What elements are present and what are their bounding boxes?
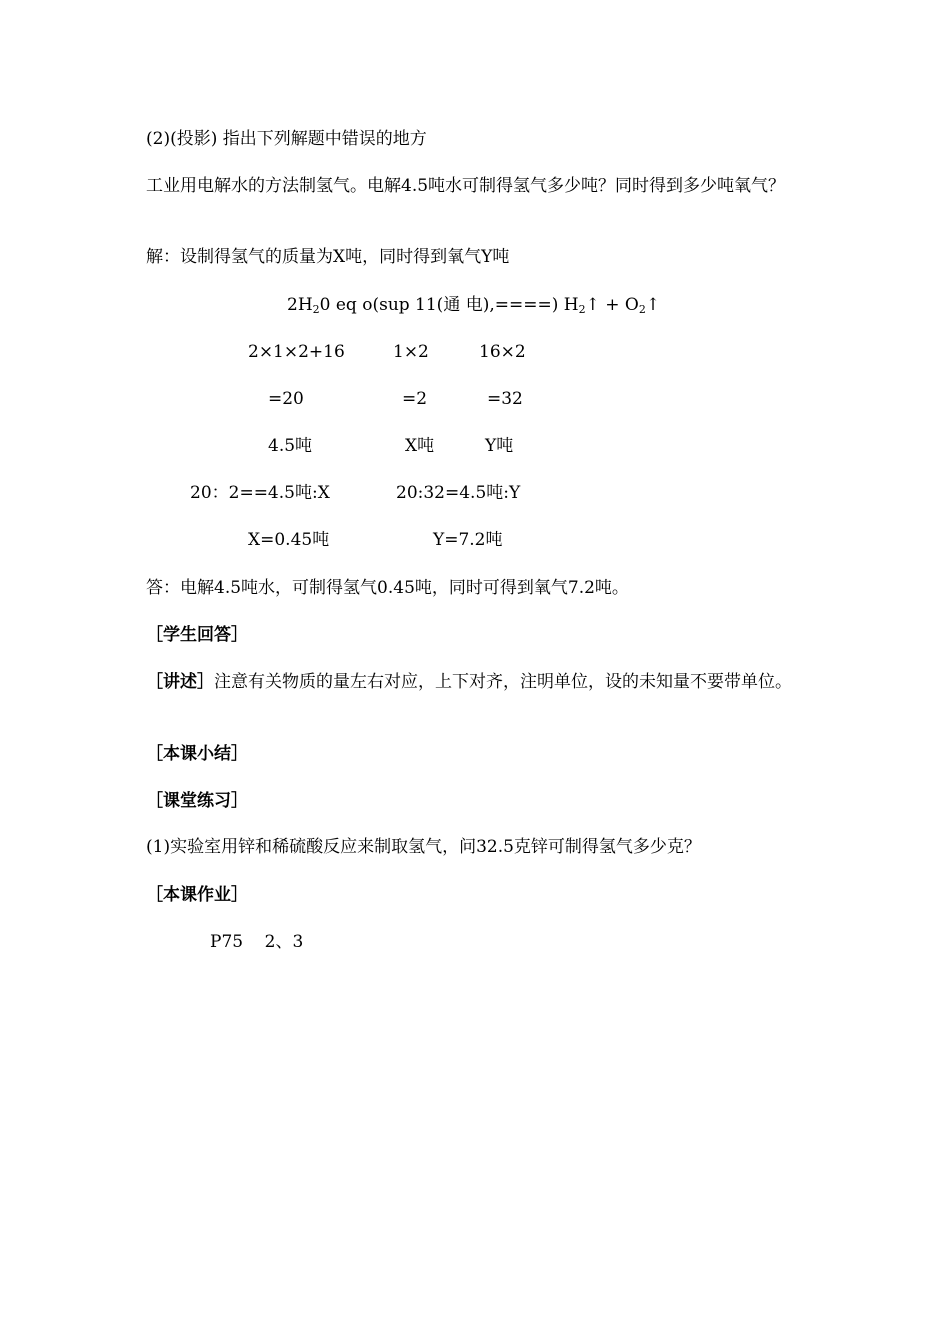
eq-h2-sub: 2 [578, 303, 586, 316]
calc-cell: Y吨 [485, 436, 514, 456]
eq-arrow: ↑ [645, 295, 661, 315]
lecture-text: 注意有关物质的量左右对应，上下对齐，注明单位，设的未知量不要带单位。 [214, 672, 792, 692]
homework-heading: ［本课作业］ [146, 885, 248, 905]
calc-cell: Y=7.2吨 [433, 530, 503, 550]
calc-cell: 2×1×2+16 [248, 342, 345, 362]
calc-cell: 20:32=4.5吨:Y [396, 483, 521, 503]
calc-cell: X吨 [405, 436, 435, 456]
lecture-paragraph [146, 670, 816, 694]
exercise-heading: ［课堂练习］ [146, 791, 248, 811]
student-answer-heading: ［学生回答］ [146, 625, 248, 645]
eq-o2-sub: 2 [638, 303, 646, 316]
answer-text: 答：电解4.5吨水，可制得氢气0.45吨，同时可得到氧气7.2吨。 [146, 578, 629, 598]
problem-statement: 工业用电解水的方法制氢气。电解4.5吨水可制得氢气多少吨？同时得到多少吨氧气？ [146, 176, 786, 196]
calc-cell: X=0.45吨 [248, 530, 330, 550]
summary-heading: ［本课小结］ [146, 744, 248, 764]
calc-cell: 16×2 [479, 342, 526, 362]
eq-lhs: 2H [287, 295, 313, 315]
eq-mid: 0 eq o(sup 11(通 电),====) H [319, 295, 579, 315]
calc-cell: 4.5吨 [268, 436, 313, 456]
task-heading: (2)(投影) 指出下列解题中错误的地方 [146, 129, 427, 149]
chemical-equation [287, 294, 660, 316]
calc-cell: =20 [268, 389, 304, 409]
eq-plus: ↑ + O [585, 295, 639, 315]
homework-reference: P75 2、3 [210, 932, 304, 952]
eq-lhs-sub: 2 [312, 303, 320, 316]
calc-cell: 20：2==4.5吨:X [190, 483, 330, 503]
calc-cell: 1×2 [393, 342, 429, 362]
solution-intro: 解：设制得氢气的质量为X吨，同时得到氧气Y吨 [146, 247, 510, 267]
calc-cell: =32 [487, 389, 523, 409]
lecture-label: ［讲述］ [146, 672, 214, 692]
exercise-question: (1)实验室用锌和稀硫酸反应来制取氢气，问32.5克锌可制得氢气多少克？ [146, 837, 701, 857]
calc-cell: =2 [402, 389, 428, 409]
